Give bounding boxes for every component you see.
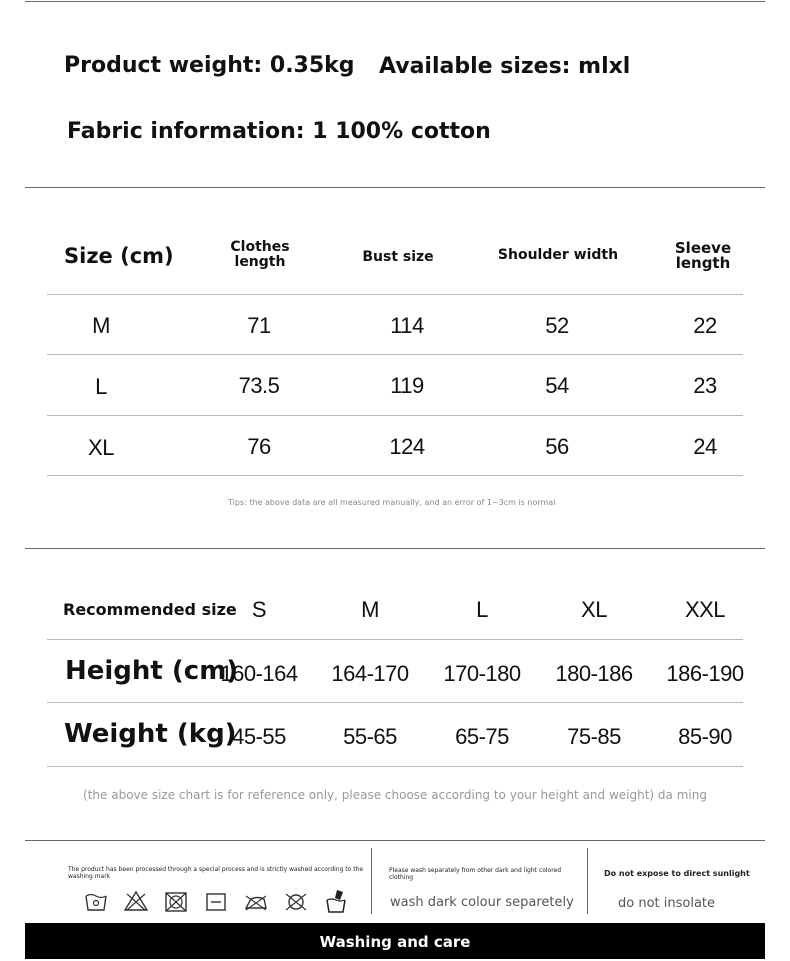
table-cell: 73.5 <box>238 373 280 398</box>
table-cell: 76 <box>247 434 271 459</box>
dry-flat-icon <box>203 888 229 914</box>
row-divider <box>47 294 743 295</box>
row-divider <box>47 475 743 476</box>
table-cell: 186-190 <box>666 661 744 686</box>
table-cell: 24 <box>693 434 717 459</box>
table-cell: 65-75 <box>455 724 509 749</box>
size-label-m: M <box>92 313 110 338</box>
row-divider <box>47 766 743 767</box>
rec-size-l: L <box>476 597 488 622</box>
table-cell: 119 <box>390 373 424 398</box>
care-process-note: The product has been processed through a special process and is strictly washed according to the washing mark <box>68 866 364 880</box>
col-header-bust-size: Bust size <box>362 249 434 265</box>
col-header-sleeve-length <box>660 241 746 271</box>
wash-separate-text: wash dark colour separetely <box>390 895 574 910</box>
table-cell: 56 <box>545 434 569 459</box>
sunlight-text: do not insolate <box>618 896 716 911</box>
hand-wash-icon <box>83 888 109 914</box>
hand-wash-bucket-icon <box>323 888 349 914</box>
rec-size-xxl: XXL <box>684 597 726 622</box>
rec-size-xl: XL <box>581 597 607 622</box>
care-divider <box>371 848 372 914</box>
reference-note: (the above size chart is for reference only, please choose according to your height and weight) da ming <box>83 788 707 802</box>
no-dry-clean-icon <box>283 888 309 914</box>
table-cell: 170-180 <box>443 661 521 686</box>
iron-icon <box>243 888 269 914</box>
table-cell: 75-85 <box>567 724 621 749</box>
rec-size-s: S <box>251 597 267 622</box>
size-label-xl: XL <box>88 435 114 460</box>
no-bleach-icon <box>123 888 149 914</box>
table-cell: 22 <box>693 313 717 338</box>
care-icons <box>83 888 349 914</box>
no-tumble-dry-icon <box>163 888 189 914</box>
table-cell: 180-186 <box>555 661 633 686</box>
col-header-shoulder-width: Shoulder width <box>497 247 619 263</box>
size-table-title: Size (cm) <box>64 244 174 268</box>
table-cell: 52 <box>545 313 569 338</box>
row-divider <box>47 702 743 703</box>
table-cell: 54 <box>545 373 569 398</box>
col-header-clothes-length <box>210 240 310 270</box>
table-cell: 124 <box>389 434 425 459</box>
table-cell: 71 <box>247 313 271 338</box>
table-cell: 55-65 <box>343 724 397 749</box>
weight-label: Weight (kg) <box>64 719 237 749</box>
product-weight: Product weight: 0.35kg <box>64 53 355 78</box>
section-divider <box>25 840 765 841</box>
row-divider <box>47 415 743 416</box>
row-divider <box>47 354 743 355</box>
table-cell: 114 <box>390 313 424 338</box>
recommended-size-title: Recommended size <box>63 600 237 619</box>
section-divider <box>25 187 765 188</box>
table-cell: 85-90 <box>678 724 732 749</box>
care-divider <box>587 848 588 914</box>
measurement-tip: Tips: the above data are all measured manually, and an error of 1~3cm is normal <box>228 498 556 507</box>
washing-care-banner: Washing and care <box>25 923 765 959</box>
size-label-l: L <box>95 374 107 399</box>
row-divider <box>47 639 743 640</box>
col-header-label: Sleeve length <box>674 239 732 272</box>
height-label: Height (cm) <box>65 656 239 686</box>
available-sizes: Available sizes: mlxl <box>379 54 631 79</box>
sunlight-note: Do not expose to direct sunlight <box>604 869 750 878</box>
wash-separate-note: Please wash separately from other dark and light colored clothing <box>389 867 562 881</box>
table-cell: 45-55 <box>232 724 286 749</box>
top-divider <box>25 1 765 2</box>
table-cell: 160-164 <box>220 661 298 686</box>
table-cell: 23 <box>693 373 717 398</box>
col-header-label: Clothes length <box>230 239 290 270</box>
fabric-info: Fabric information: 1 100% cotton <box>67 119 491 144</box>
section-divider <box>25 548 765 549</box>
table-cell: 164-170 <box>331 661 409 686</box>
rec-size-m: M <box>361 597 379 622</box>
